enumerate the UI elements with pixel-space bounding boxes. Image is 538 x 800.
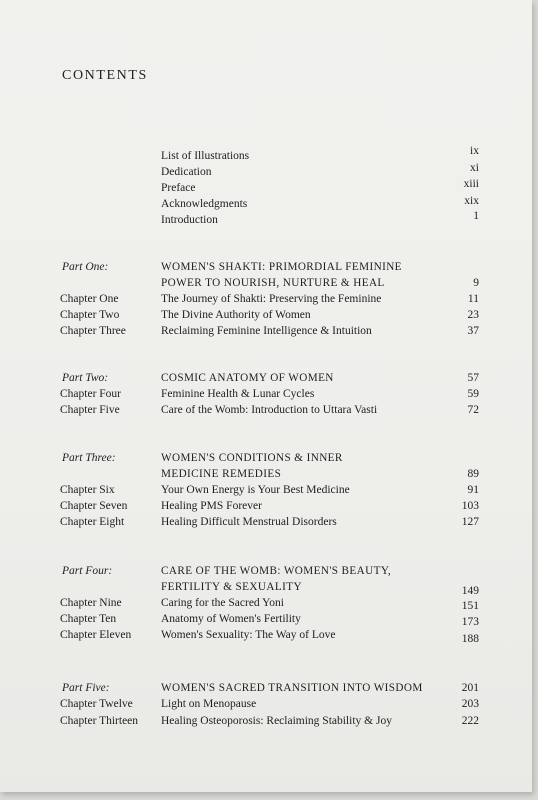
toc-part-heading	[0, 680, 532, 696]
chapter-page: 188	[461, 633, 479, 645]
part-page: 57	[467, 372, 479, 384]
toc-chapter	[0, 514, 532, 530]
chapter-title: Anatomy of Women's Fertility	[161, 613, 301, 625]
chapter-title: The Divine Authority of Women	[161, 309, 311, 321]
chapter-label: Chapter Nine	[60, 597, 122, 609]
toc-entry-front	[0, 145, 532, 164]
toc-chapter	[0, 696, 532, 712]
chapter-title: Light on Menopause	[161, 698, 257, 710]
toc-chapter	[0, 386, 532, 402]
chapter-page: 203	[461, 698, 479, 710]
toc-chapter	[0, 323, 532, 339]
part-title-cont: POWER TO NOURISH, NURTURE & HEAL	[161, 277, 385, 289]
entry-page: xi	[470, 162, 479, 174]
chapter-page: 91	[467, 484, 479, 496]
part-title: WOMEN'S SACRED TRANSITION INTO WISDOM	[161, 682, 423, 694]
chapter-page: 222	[461, 715, 479, 727]
part-page: 149	[461, 585, 479, 597]
entry-page: 1	[473, 210, 479, 222]
chapter-title: Caring for the Sacred Yoni	[161, 597, 284, 609]
toc-entry-front	[0, 180, 532, 196]
chapter-label: Chapter One	[60, 293, 119, 305]
chapter-title: Healing Osteoporosis: Reclaiming Stability & Joy	[161, 715, 392, 727]
part-title: WOMEN'S CONDITIONS & INNER	[161, 452, 343, 464]
entry-page: xiii	[463, 178, 479, 190]
part-title: WOMEN'S SHAKTI: PRIMORDIAL FEMININE	[161, 261, 402, 273]
part-page: 201	[461, 682, 479, 694]
chapter-title: Women's Sexuality: The Way of Love	[161, 629, 336, 641]
chapter-page: 127	[461, 516, 479, 528]
part-label: Part Two:	[62, 372, 109, 384]
toc-chapter	[0, 595, 532, 611]
chapter-title: Feminine Health & Lunar Cycles	[161, 388, 315, 400]
toc-part-heading	[0, 275, 532, 291]
toc-entry-front	[0, 164, 532, 180]
toc-part-heading	[0, 450, 532, 466]
toc-chapter	[0, 291, 532, 307]
chapter-label: Chapter Five	[60, 404, 120, 416]
toc-chapter	[0, 713, 532, 729]
toc-part-heading	[0, 370, 532, 386]
entry-title: Introduction	[161, 214, 218, 226]
part-title: COSMIC ANATOMY OF WOMEN	[161, 372, 334, 384]
toc-part-heading	[0, 563, 532, 579]
part-label: Part Four:	[62, 565, 113, 577]
chapter-title: The Journey of Shakti: Preserving the Feminine	[161, 293, 382, 305]
entry-title: Preface	[161, 182, 196, 194]
chapter-title: Healing PMS Forever	[161, 500, 262, 512]
toc-chapter	[0, 307, 532, 323]
chapter-label: Chapter Ten	[60, 613, 117, 625]
chapter-label: Chapter Six	[60, 484, 115, 496]
chapter-page: 23	[467, 309, 479, 321]
toc-chapter	[0, 498, 532, 514]
part-title: CARE OF THE WOMB: WOMEN'S BEAUTY,	[161, 565, 392, 577]
chapter-title: Care of the Womb: Introduction to Uttara Vasti	[161, 404, 378, 416]
chapter-label: Chapter Twelve	[60, 698, 133, 710]
chapter-page: 59	[467, 388, 479, 400]
chapter-page: 72	[467, 404, 479, 416]
chapter-page: 151	[461, 600, 479, 612]
chapter-label: Chapter Four	[60, 388, 122, 400]
chapter-label: Chapter Eleven	[60, 629, 132, 641]
chapter-page: 11	[467, 293, 479, 305]
chapter-label: Chapter Two	[60, 309, 120, 321]
chapter-page: 37	[467, 325, 479, 337]
entry-title: Dedication	[161, 166, 212, 178]
chapter-page: 173	[461, 616, 479, 628]
part-label: Part Three:	[62, 452, 116, 464]
chapter-label: Chapter Seven	[60, 500, 128, 512]
toc-chapter	[0, 611, 532, 627]
chapter-label: Chapter Three	[60, 325, 126, 337]
part-title-cont: MEDICINE REMEDIES	[161, 468, 282, 480]
chapter-label: Chapter Thirteen	[60, 715, 139, 727]
part-label: Part Five:	[62, 682, 110, 694]
toc-entry-front	[0, 212, 532, 228]
entry-page: ix	[470, 145, 479, 157]
toc-chapter	[0, 402, 532, 418]
entry-page: xix	[464, 195, 479, 207]
part-title-cont: FERTILITY & SEXUALITY	[161, 581, 302, 593]
entry-title: Acknowledgments	[161, 198, 248, 210]
chapter-title: Healing Difficult Menstrual Disorders	[161, 516, 337, 528]
part-page: 89	[467, 468, 479, 480]
part-page: 9	[473, 277, 479, 289]
toc-chapter	[0, 627, 532, 643]
toc-chapter	[0, 482, 532, 498]
entry-title: List of Illustrations	[161, 150, 250, 162]
page-title: CONTENTS	[62, 68, 148, 83]
toc-part-heading	[0, 259, 532, 275]
toc-entry-front	[0, 196, 532, 212]
toc-part-heading	[0, 466, 532, 482]
part-label: Part One:	[62, 261, 109, 273]
chapter-label: Chapter Eight	[60, 516, 125, 528]
toc-part-heading	[0, 579, 532, 595]
chapter-title: Your Own Energy is Your Best Medicine	[161, 484, 350, 496]
chapter-title: Reclaiming Feminine Intelligence & Intuition	[161, 325, 372, 337]
chapter-page: 103	[461, 500, 479, 512]
